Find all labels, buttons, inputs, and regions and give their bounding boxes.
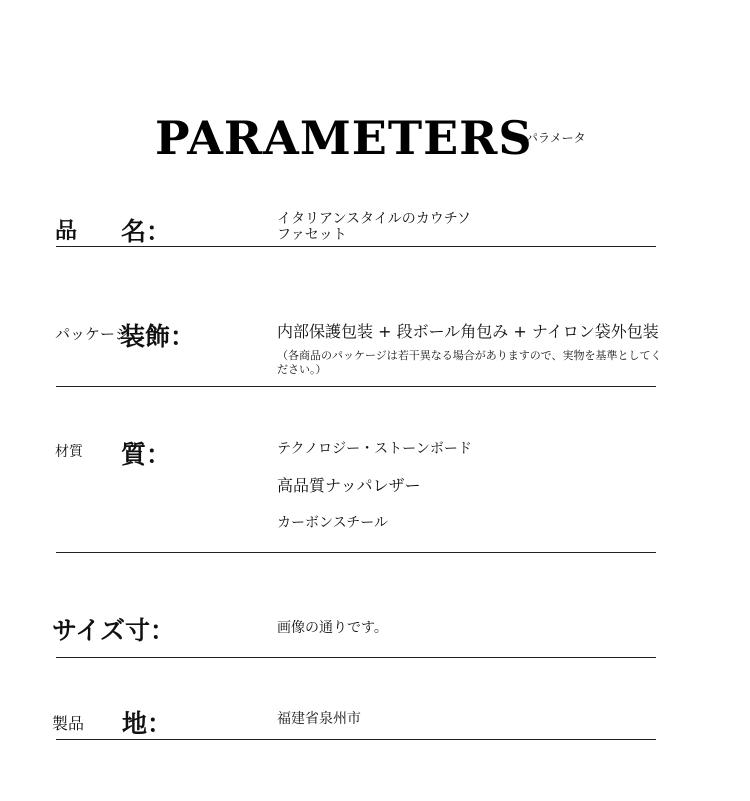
value-size: 画像の通りです。 (277, 620, 388, 636)
divider (56, 739, 656, 740)
note-package: （各商品のパッケージは若干異なる場合がありますので、実物を基準としてください。） (277, 349, 662, 376)
row-material (0, 430, 750, 555)
divider (56, 246, 656, 247)
value-name-line2: ファセット (277, 227, 347, 243)
page-subtitle: パラメータ (526, 131, 586, 145)
label-material-big: 質： (121, 440, 172, 469)
value-material-3: カーボンスチール (277, 515, 389, 531)
label-origin-small: 製品 (52, 714, 85, 733)
label-name-b: 名： (121, 217, 172, 246)
divider (56, 657, 656, 658)
value-material-1: テクノロジー・ストーンボード (277, 441, 472, 457)
value-material-2: 高品質ナッパレザー (277, 476, 421, 495)
value-origin: 福建省泉州市 (277, 711, 361, 727)
row-product-name (0, 200, 750, 250)
row-package (0, 310, 750, 390)
page-title: PARAMETERS (155, 111, 533, 165)
value-package: 内部保護包装 + 段ボール角包み + ナイロン袋外包装 (277, 322, 659, 341)
label-size: サイズ寸： (52, 616, 176, 645)
divider (56, 552, 656, 553)
row-size (0, 605, 750, 660)
label-material-small: 材質 (55, 444, 83, 460)
label-name-a: 品 (55, 219, 78, 244)
divider (56, 386, 656, 387)
header (0, 112, 750, 172)
label-package-small: パッケージ (55, 325, 130, 343)
value-name-line1: イタリアンスタイルのカウチソ (277, 211, 471, 227)
label-origin-big: 地： (122, 709, 173, 738)
label-package-big: 装飾： (120, 322, 196, 351)
row-origin (0, 700, 750, 745)
